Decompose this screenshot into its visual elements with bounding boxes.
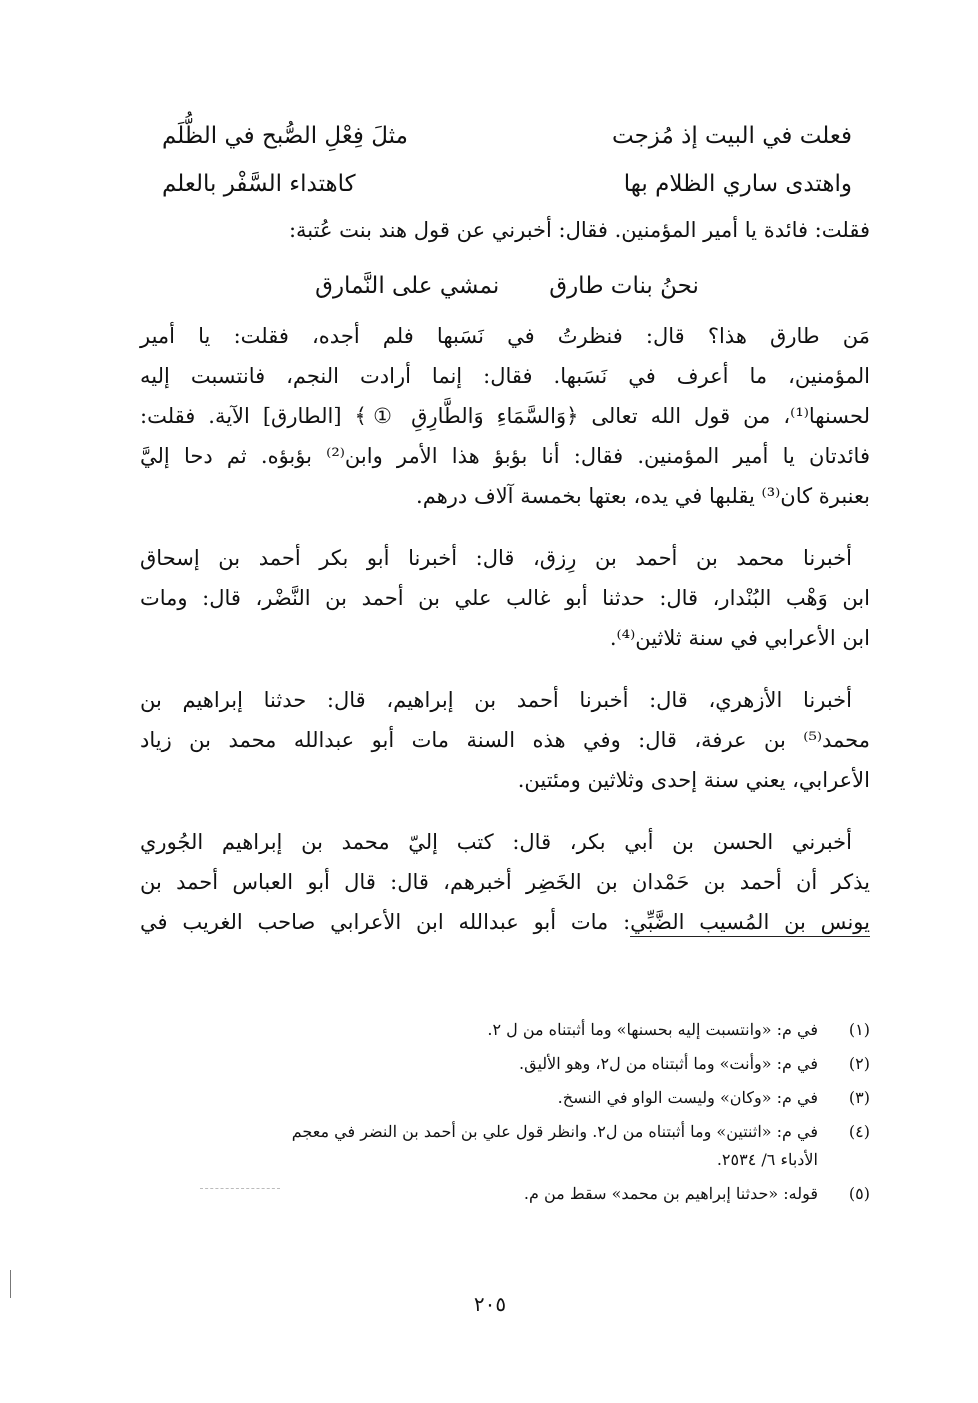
footnote-number: (٥) [848, 1184, 870, 1203]
footnote-number: (٣) [848, 1088, 870, 1107]
footnote-3 [140, 1084, 870, 1112]
footnote-1 [140, 1016, 870, 1044]
footnote-text-continued: الأدباء ٦/ ٢٥٣٤. [716, 1150, 818, 1169]
footnotes [140, 1016, 870, 1214]
text-line: ابن الأعرابي في سنة ثلاثين⁽⁴⁾. [609, 626, 870, 650]
page-number: ٢٠٥ [473, 1292, 507, 1316]
footnote-text: قوله: «حدثنا إبراهيم بن محمد» سقط من م. [523, 1184, 818, 1203]
text-line: أخبرني الحسن بن أبي بكر، قال: كتب إليّ محمد بن إبراهيم الجُوري [140, 830, 852, 854]
paragraph-3 [140, 680, 870, 800]
text-line: لحسنها⁽¹⁾، من قول الله تعالى ﴿وَالسَّمَاءِ وَالطَّارِقِ ①﴾ [الطارق] الآية. فقلت: [140, 404, 870, 428]
verse-line-2 [140, 160, 870, 208]
verse-line-1 [140, 112, 870, 160]
paragraph-1 [140, 316, 870, 516]
footnote-text: في م: «وأنت» وما أثبتناه من ل٢، وهو الأليق. [519, 1054, 818, 1073]
text-segment: : مات أبو عبدالله ابن الأعرابي صاحب الغريب في [140, 910, 631, 934]
scan-edge-mark [10, 1270, 11, 1298]
text-line: فائدتان يا أمير المؤمنين. فقال: أنا بؤبؤ هذا الأمر وابن⁽²⁾ بؤبؤه. ثم دحا إليَّ [140, 444, 870, 468]
text-line: أخبرنا الأزهري، قال: أخبرنا أحمد بن إبراهيم، قال: حدثنا إبراهيم بن [140, 688, 852, 712]
text-line: يذكر أن أحمد بن حَمْدان بن الخَضِر أخبرهم، قال: قال أبو العباس أحمد بن [140, 870, 870, 894]
text-line: المؤمنين، ما أعرف في نَسَبها. فقال: إنما أرادت النجم، فانتسبت إليه [140, 364, 870, 388]
verse-hemistich-left: نمشي على النَّمارق [315, 273, 500, 299]
footnote-text: في م: «وكان» وليست الواو في النسخ. [557, 1088, 818, 1107]
text-line: أخبرنا محمد بن أحمد بن رِزق، قال: أخبرنا أبو بكر أحمد بن إسحاق [140, 546, 852, 570]
verse-hemistich-left: مثلَ فِعْلِ الصُّبح في الظُّلَم [162, 123, 408, 149]
text-line: بعنبرة كان⁽³⁾ يقلبها في يده، بعتها بخمسة آلاف درهم. [416, 484, 870, 508]
single-verse [140, 262, 870, 310]
paragraph-2 [140, 538, 870, 658]
verse-hemistich-left: كاهتداء السَّفْر بالعلم [162, 171, 356, 197]
paragraph-4 [140, 822, 870, 942]
verse-hemistich-right: واهتدى ساري الظلام بها [623, 171, 852, 197]
footnote-number: (٢) [848, 1054, 870, 1073]
footnote-2 [140, 1050, 870, 1078]
intro-line: فقلت: فائدة يا أمير المؤمنين. فقال: أخبرني عن قول هند بنت عُتبة: [288, 218, 870, 242]
footnote-text: في م: «اثنتين» وما أثبتناه من ل٢. وانظر قول علي بن أحمد بن النضر في معجم [291, 1122, 818, 1141]
verse-hemistich-right: فعلت في البيت إذ مُزجت [611, 123, 852, 149]
footnote-number: (٤) [848, 1122, 870, 1141]
text-line: محمد⁽⁵⁾ بن عرفة، قال: وفي هذه السنة مات أبو عبدالله محمد بن زياد [140, 728, 870, 752]
page-body [140, 112, 870, 964]
underlined-name: يونس بن المُسيب الضَّبِّي [630, 910, 870, 937]
footnote-number: (١) [848, 1020, 870, 1039]
text-line: ابن وَهْب البُنْدار، قال: حدثنا أبو غالب علي بن أحمد بن النَّضْر، قال: ومات [140, 586, 870, 610]
text-line-last [140, 902, 870, 942]
footnote-text-block [140, 1118, 830, 1174]
scan-artifact [200, 1188, 280, 1193]
text-line: الأعرابي، يعني سنة إحدى وثلاثين ومئتين. [517, 768, 870, 792]
text-line: مَن طارق هذا؟ قال: فنظرتُ في نَسَبها فلم أجده، فقلت: يا أمير [140, 324, 870, 348]
footnote-4 [140, 1118, 870, 1174]
footnote-text: في م: «وانتسبت إليه بحسنها» وما أثبتناه من ل ٢. [487, 1020, 818, 1039]
verse-hemistich-right: نحنُ بنات طارق [549, 273, 699, 299]
footnote-5 [140, 1180, 870, 1208]
